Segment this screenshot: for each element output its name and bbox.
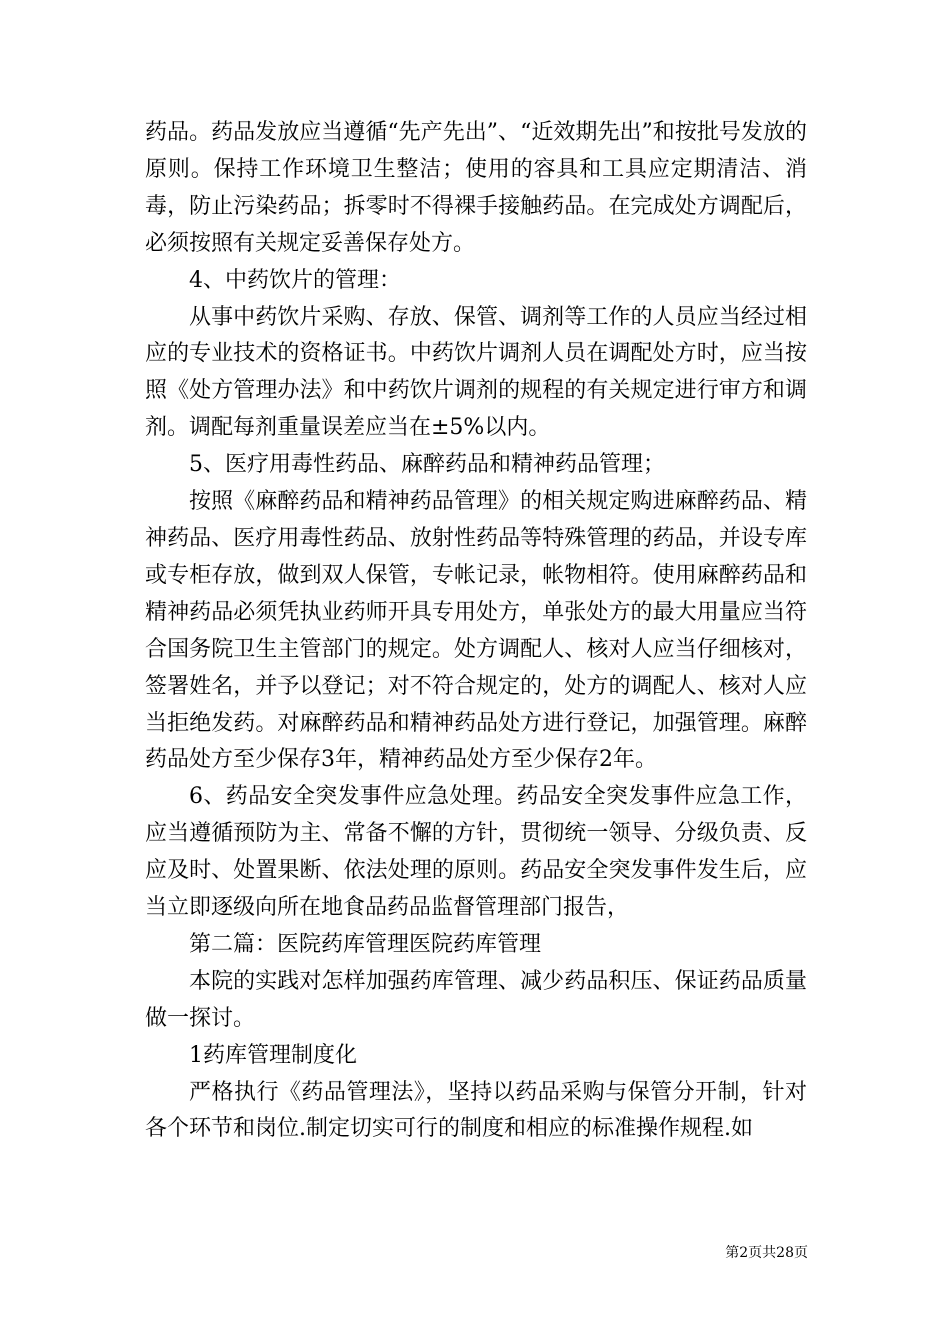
paragraph-warehouse-system: 严格执行《药品管理法》，坚持以药品采购与保管分开制，针对各个环节和岗位.制定切实可行的制度和相应的标准操作规程.如 (145, 1079, 807, 1142)
paragraph-intro-part-two: 本院的实践对怎样加强药库管理、减少药品积压、保证药品质量做一探讨。 (145, 968, 807, 1031)
paragraph-chinese-herbal-pieces: 从事中药饮片采购、存放、保管、调剂等工作的人员应当经过相应的专业技术的资格证书。中药饮片调剂人员在调配处方时，应当按照《处方管理办法》和中药饮片调剂的规程的有关规定进行审方和调剂。调配每剂重量误差应当在±5%以内。 (145, 304, 807, 441)
heading-chinese-herbal-pieces: 4、中药饮片的管理： (189, 267, 401, 293)
section-title-part-two: 第二篇：医院药库管理医院药库管理 (189, 931, 542, 957)
document-body (145, 115, 807, 1148)
paragraph-emergency-handling: 6、药品安全突发事件应急处理。药品安全突发事件应急工作，应当遵循预防为主、常备不懈的方针，贯彻统一领导、分级负责、反应及时、处置果断、依法处理的原则。药品安全突发事件发生后，应当立即逐级向所在地食品药品监督管理部门报告， (145, 784, 807, 921)
page-number: 第2页共28页 (725, 1245, 808, 1261)
paragraph-special-drugs: 按照《麻醉药品和精神药品管理》的相关规定购进麻醉药品、精神药品、医疗用毒性药品、放射性药品等特殊管理的药品，并设专库或专柜存放，做到双人保管，专帐记录，帐物相符。使用麻醉药品和精神药品必须凭执业药师开具专用处方，单张处方的最大用量应当符合国务院卫生主管部门的规定。处方调配人、核对人应当仔细核对，签署姓名，并予以登记；对不符合规定的，处方的调配人、核对人应当拒绝发药。对麻醉药品和精神药品处方进行登记，加强管理。麻醉药品处方至少保存3年，精神药品处方至少保存2年。 (145, 489, 807, 773)
heading-special-drugs: 5、医疗用毒性药品、麻醉药品和精神药品管理； (189, 452, 665, 478)
paragraph-dispensing-continuation: 药品。药品发放应当遵循“先产先出”、“近效期先出”和按批号发放的原则。保持工作环境卫生整洁；使用的容具和工具应定期清洁、消毒，防止污染药品；拆零时不得裸手接触药品。在完成处方调配后，必须按照有关规定妥善保存处方。 (145, 120, 807, 256)
heading-warehouse-system: 1药库管理制度化 (189, 1042, 357, 1068)
